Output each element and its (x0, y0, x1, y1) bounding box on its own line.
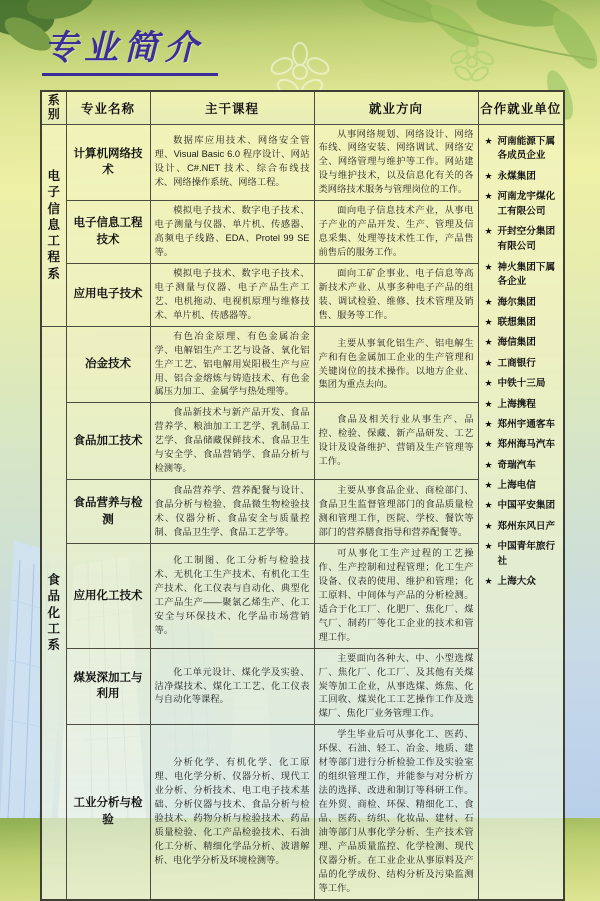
partner-name: 河南能源下属各成员企业 (497, 135, 556, 162)
partner-item (485, 135, 561, 165)
major-name-cell: 煤炭深加工与利用 (66, 648, 150, 725)
table-header-row (41, 91, 564, 124)
partner-item (485, 357, 561, 372)
courses-cell (150, 201, 314, 264)
star-icon: ★ (484, 226, 493, 237)
star-icon: ★ (484, 439, 493, 450)
employment-text: 主要从事食品企业、商检部门、食品卫生监督管理部门的食品质量检测和管理工作，医院、学校、餐饮等部门的营养膳食指导和营养配餐等。 (318, 484, 474, 537)
employment-text: 主要面向各种大、中、小型选煤厂、焦化厂、化工厂、及其他有关煤炭等加工企业，从事选煤、炼焦、化工回收、煤炭化工工艺操作工作及选煤厂、焦化厂业务管理工作。 (318, 652, 474, 719)
courses-cell (150, 124, 314, 201)
partner-item (485, 575, 561, 590)
partner-name: 郑州东风日产 (497, 520, 556, 532)
partner-item (485, 398, 561, 413)
partner-name: 中国平安集团 (497, 500, 556, 512)
courses-text: 数据库应用技术、网络安全管理、Visual Basic 6.0 程序设计、网站设计、C#.NET 技术、综合布线技术、网络操作系统、网络工程。 (154, 135, 310, 188)
courses-cell (150, 725, 314, 900)
partner-name: 工商银行 (497, 357, 536, 369)
employment-text: 食品及相关行业从事生产、品控、检验、保藏、新产品研发、工艺设计及设备维护、营销及生产管理等工作。 (318, 414, 474, 467)
partner-name: 郑州海马汽车 (497, 439, 556, 451)
department-cell (41, 124, 66, 326)
partner-item (485, 499, 561, 514)
employment-text: 从事网络规划、网络设计、网络布线、网络安装、网络调试、网络安全、网络管理与维护等工作。网站建设与维护技术，以及信息化有关的各类网络技术服务与管理岗位的工作。 (318, 128, 474, 195)
major-name-cell: 冶金技术 (66, 326, 150, 403)
courses-text: 分析化学、有机化学、化工原理、电化学分析、仪器分析、现代工业分析、分析技术、电工电子技术基础、分析仪器与技术、食品分析与检验技术、药物分析与检验技术、药品质量检验、化工产品检验技术、石油化工分析、精细化学品分析、波谱解析、电化学分析及环境检测等。 (154, 757, 310, 865)
star-icon: ★ (484, 296, 493, 307)
partner-item (485, 225, 561, 255)
partner-name: 开封空分集团有限公司 (497, 226, 556, 253)
employment-text: 面向工矿企事业、电子信息等高新技术产业、从事多种电子产品的组装、调试检验、维修、技术管理及销售、服务等工作。 (318, 267, 474, 320)
partner-name: 海尔集团 (497, 296, 536, 308)
star-icon: ★ (484, 170, 493, 181)
employment-text: 面向电子信息技术产业，从事电子产业的产品开发、生产、管理及信息采集、处理等技术性工作，产品售前售后的服务工作。 (318, 205, 474, 257)
col-header-employment: 就业方向 (314, 91, 478, 124)
major-name-cell: 食品营养与检测 (66, 480, 150, 544)
employment-cell (314, 326, 478, 403)
partner-item (485, 459, 561, 474)
col-header-major: 专业名称 (66, 91, 150, 124)
employment-cell (314, 403, 478, 480)
courses-text: 化工单元设计、煤化学及实验、洁净煤技术、煤化工工艺、化工仪表与自动化等课程。 (154, 666, 310, 705)
partner-item (485, 540, 561, 570)
partner-name: 郑州宇通客车 (497, 418, 556, 430)
employment-cell (314, 201, 478, 264)
partner-name: 中铁十三局 (497, 378, 546, 390)
courses-cell (150, 648, 314, 725)
partner-name: 河南龙宇煤化工有限公司 (497, 191, 556, 217)
partner-item (485, 296, 561, 311)
employment-cell (314, 263, 478, 326)
major-name-cell: 工业分析与检验 (66, 725, 150, 900)
partner-item (485, 377, 561, 392)
partner-item (485, 190, 561, 220)
partner-item (485, 479, 561, 494)
courses-text: 模拟电子技术、数字电子技术、电子测量与仪器、单片机、传感器、高频电子线路、EDA、Protel 99 SE 等。 (154, 205, 310, 257)
partner-item (485, 438, 561, 453)
star-icon: ★ (484, 135, 493, 146)
partner-item (485, 520, 561, 535)
partner-item (485, 316, 561, 331)
star-icon: ★ (484, 398, 493, 409)
employment-cell (314, 725, 478, 900)
employment-text: 主要从事氧化铝生产、铝电解生产和有色金属加工企业的生产管理和关键岗位的技术操作。以地方企业、集团为重点去向。 (318, 337, 474, 390)
courses-cell (150, 544, 314, 649)
employment-text: 学生毕业后可从事化工、医药、环保、石油、轻工、冶金、地质、建材等部门进行分析检验工作及实验室的组织管理工作，并能参与对分析方法的选择、改进和制订等科研工作。在外贸、商检、环保、精细化工、食品、医药、纺织、化妆品、建材、石油等部门从事化学分析、生产技术管理、产品质量监控、化学检测、现代仪器分析。在工业企业从事原料及产品的化学成份、结构分析及污染监测等工作。 (318, 729, 474, 893)
courses-text: 食品新技术与新产品开发、食品营养学、粮油加工工艺学、乳制品工艺学、食品储藏保鲜技术、食品卫生与安全学、食品营销学、食品分析与检测等。 (154, 407, 310, 474)
star-icon: ★ (484, 541, 493, 552)
partner-item (485, 418, 561, 433)
star-icon: ★ (484, 317, 493, 328)
courses-text: 化工制图、化工分析与检验技术、无机化工生产技术、有机化工生产技术、化工仪表与自动化、典型化工产品生产——聚氯乙烯生产、化工安全与环保技术、化学品市场营销等。 (154, 555, 310, 635)
major-name-cell: 电子信息工程技术 (66, 201, 150, 264)
employment-cell (314, 480, 478, 544)
star-icon: ★ (484, 261, 493, 272)
majors-table (40, 90, 565, 901)
col-header-courses: 主干课程 (150, 91, 314, 124)
col-header-department: 系别 (41, 91, 66, 124)
courses-text: 有色冶金原理、有色金属冶金学、电解铝生产工艺与设备、氧化铝生产工艺、铝电解用炭阳极生产与应用、铝合金熔炼与铸造技术、有色金属压力加工、金属学与热处理等。 (154, 330, 310, 397)
partner-name: 上海大众 (497, 576, 536, 588)
partner-name: 奇瑞汽车 (497, 459, 536, 471)
partner-name: 上海电信 (497, 479, 536, 491)
partner-name: 永煤集团 (497, 170, 536, 182)
courses-cell (150, 263, 314, 326)
courses-cell (150, 326, 314, 403)
employment-cell (314, 648, 478, 725)
courses-cell (150, 480, 314, 544)
department-name: 食品化工系 (47, 573, 61, 652)
department-cell (41, 326, 66, 899)
department-name: 电子信息工程系 (47, 169, 61, 281)
star-icon: ★ (484, 479, 493, 490)
major-name-cell: 食品加工技术 (66, 403, 150, 480)
star-icon: ★ (484, 357, 493, 368)
partner-name: 神火集团下属各企业 (497, 261, 556, 288)
employment-cell (314, 544, 478, 649)
page-title: 专业简介 (42, 20, 218, 76)
star-icon: ★ (484, 191, 493, 202)
partner-list (485, 135, 561, 591)
courses-cell (150, 403, 314, 480)
star-icon: ★ (484, 459, 493, 470)
star-icon: ★ (484, 378, 493, 389)
star-icon: ★ (484, 500, 493, 511)
star-icon: ★ (484, 576, 493, 587)
table-row (41, 124, 564, 201)
courses-text: 模拟电子技术、数字电子技术、电子测量与仪器、电子产品生产工艺、电机拖动、电视机原理与维修技术、单片机、传感器等。 (154, 267, 310, 320)
partner-name: 联想集团 (497, 317, 536, 329)
courses-text: 食品营养学、营养配餐与设计、食品分析与检验、食品微生物检验技术、仪器分析、食品安全与质量控制、食品卫生学、食品工艺学等。 (154, 484, 310, 537)
star-icon: ★ (484, 418, 493, 429)
star-icon: ★ (484, 520, 493, 531)
partner-name: 中国青年旅行社 (497, 541, 556, 567)
employment-cell (314, 124, 478, 201)
partner-item (485, 170, 561, 185)
partner-name: 海信集团 (497, 337, 536, 349)
major-name-cell: 应用电子技术 (66, 263, 150, 326)
major-name-cell: 计算机网络技术 (66, 124, 150, 201)
star-icon: ★ (484, 337, 493, 348)
partner-name: 上海携程 (497, 398, 536, 410)
major-name-cell: 应用化工技术 (66, 544, 150, 649)
employment-text: 可从事化工生产过程的工艺操作、生产控制和过程管理；化工生产设备、仪表的使用、维护和管理；化工原料、中间体与产品的分析检测。适合于化工厂、化肥厂、焦化厂、煤气厂、制药厂等化工企业的技术和管理工作。 (318, 548, 474, 642)
partners-cell (478, 124, 564, 900)
partner-item (485, 336, 561, 351)
partner-item (485, 261, 561, 291)
col-header-partners: 合作就业单位 (478, 91, 564, 124)
